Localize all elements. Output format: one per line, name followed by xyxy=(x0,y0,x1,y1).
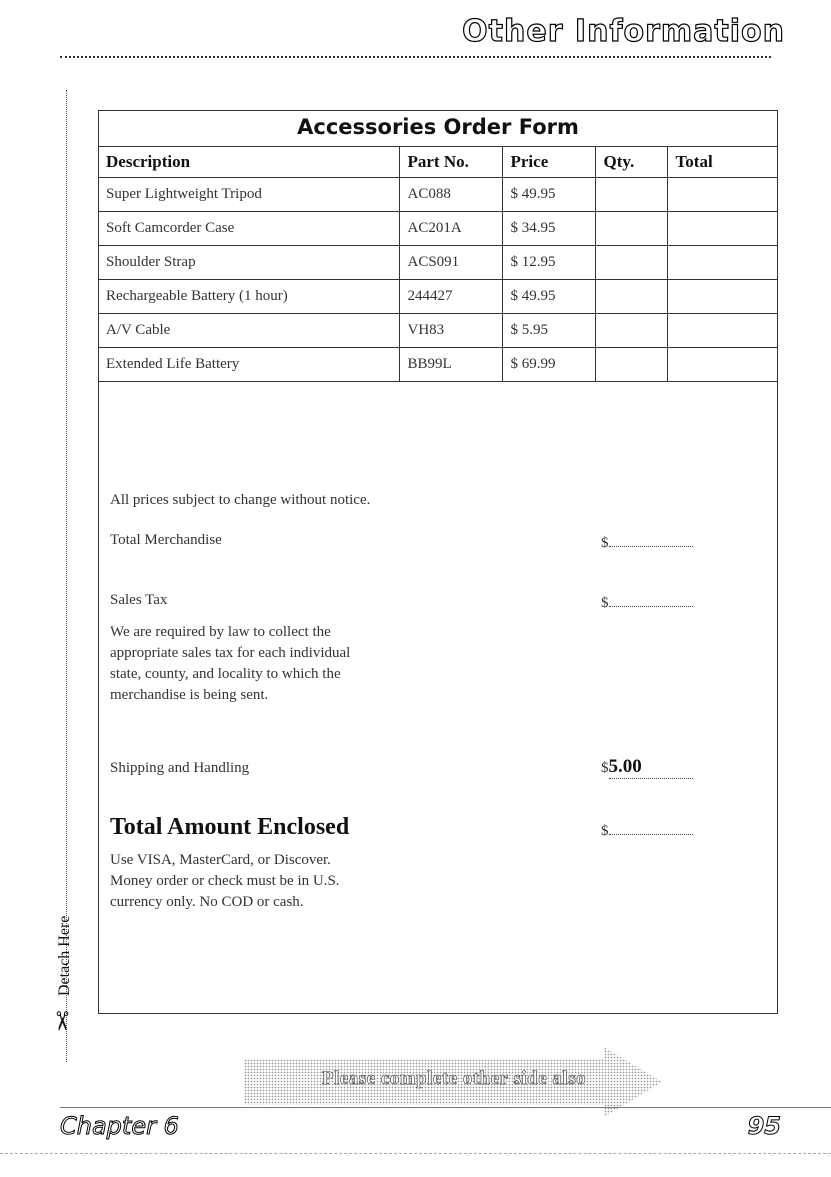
item-description: Super Lightweight Tripod xyxy=(98,178,399,212)
total-amount-enclosed-label: Total Amount Enclosed xyxy=(110,814,350,840)
sales-tax-label: Sales Tax xyxy=(110,592,168,608)
amount-blank xyxy=(609,592,693,607)
shipping-amount xyxy=(601,756,693,779)
table-row xyxy=(98,246,777,280)
item-total-field[interactable] xyxy=(667,178,777,212)
sales-tax-note-line: We are required by law to collect the xyxy=(110,624,331,640)
item-description: A/V Cable xyxy=(98,314,399,348)
item-total-field[interactable] xyxy=(667,314,777,348)
currency-symbol: $ xyxy=(601,823,609,839)
item-total-field[interactable] xyxy=(667,246,777,280)
form-title: Accessories Order Form xyxy=(297,115,579,139)
item-qty-field[interactable] xyxy=(595,314,667,348)
item-description: Soft Camcorder Case xyxy=(98,212,399,246)
detach-label: Detach Here xyxy=(56,915,73,996)
item-part-no: ACS091 xyxy=(399,246,502,280)
item-part-no: AC088 xyxy=(399,178,502,212)
column-header-qty: Qty. xyxy=(595,147,667,178)
item-description: Rechargeable Battery (1 hour) xyxy=(98,280,399,314)
item-qty-field[interactable] xyxy=(595,280,667,314)
column-header-price: Price xyxy=(502,147,595,178)
item-qty-field[interactable] xyxy=(595,212,667,246)
column-header-total: Total xyxy=(667,147,777,178)
sales-tax-note-line: state, county, and locality to which the xyxy=(110,666,341,682)
table-row xyxy=(98,280,777,314)
item-price: $ 34.95 xyxy=(502,212,595,246)
banner-text: Please complete other side also xyxy=(321,1068,587,1089)
table-row xyxy=(98,314,777,348)
sales-tax-note-line: appropriate sales tax for each individual xyxy=(110,645,351,661)
item-price: $ 12.95 xyxy=(502,246,595,280)
total-amount-enclosed-amount[interactable] xyxy=(601,820,693,840)
sales-tax-amount[interactable] xyxy=(601,592,693,612)
item-part-no: BB99L xyxy=(399,348,502,382)
payment-note-line: Use VISA, MasterCard, or Discover. xyxy=(110,852,331,868)
table-row xyxy=(98,348,777,382)
item-total-field[interactable] xyxy=(667,280,777,314)
item-qty-field[interactable] xyxy=(595,246,667,280)
amount-blank xyxy=(609,532,693,547)
payment-note-line: currency only. No COD or cash. xyxy=(110,894,304,910)
column-header-description: Description xyxy=(98,147,399,178)
page-number: 95 xyxy=(747,1112,781,1140)
header-divider xyxy=(60,56,771,58)
shipping-amount-value: 5.00 xyxy=(609,756,693,779)
item-total-field[interactable] xyxy=(667,212,777,246)
currency-symbol: $ xyxy=(601,760,609,776)
item-qty-field[interactable] xyxy=(595,178,667,212)
item-price: $ 49.95 xyxy=(502,178,595,212)
item-price: $ 49.95 xyxy=(502,280,595,314)
total-merchandise-label: Total Merchandise xyxy=(110,532,222,548)
footer-chapter: Chapter 6 xyxy=(60,1112,179,1140)
item-price: $ 69.99 xyxy=(502,348,595,382)
shipping-label: Shipping and Handling xyxy=(110,760,250,776)
bottom-dashed-rule xyxy=(0,1153,831,1154)
payment-note-line: Money order or check must be in U.S. xyxy=(110,873,340,889)
table-header-row xyxy=(98,147,777,178)
page-header-title: Other Information xyxy=(462,14,785,49)
item-description: Extended Life Battery xyxy=(98,348,399,382)
amount-blank xyxy=(609,820,693,835)
price-notice: All prices subject to change without notice. xyxy=(110,492,371,508)
order-table xyxy=(98,146,777,382)
column-header-part-no: Part No. xyxy=(399,147,502,178)
item-total-field[interactable] xyxy=(667,348,777,382)
item-price: $ 5.95 xyxy=(502,314,595,348)
currency-symbol: $ xyxy=(601,595,609,611)
footer-divider xyxy=(60,1107,831,1108)
item-qty-field[interactable] xyxy=(595,348,667,382)
item-part-no: VH83 xyxy=(399,314,502,348)
item-description: Shoulder Strap xyxy=(98,246,399,280)
currency-symbol: $ xyxy=(601,535,609,551)
scissors-icon: ✂ xyxy=(46,1010,76,1032)
item-part-no: 244427 xyxy=(399,280,502,314)
table-row xyxy=(98,212,777,246)
table-row xyxy=(98,178,777,212)
item-part-no: AC201A xyxy=(399,212,502,246)
total-merchandise-amount[interactable] xyxy=(601,532,693,552)
sales-tax-note-line: merchandise is being sent. xyxy=(110,687,269,703)
